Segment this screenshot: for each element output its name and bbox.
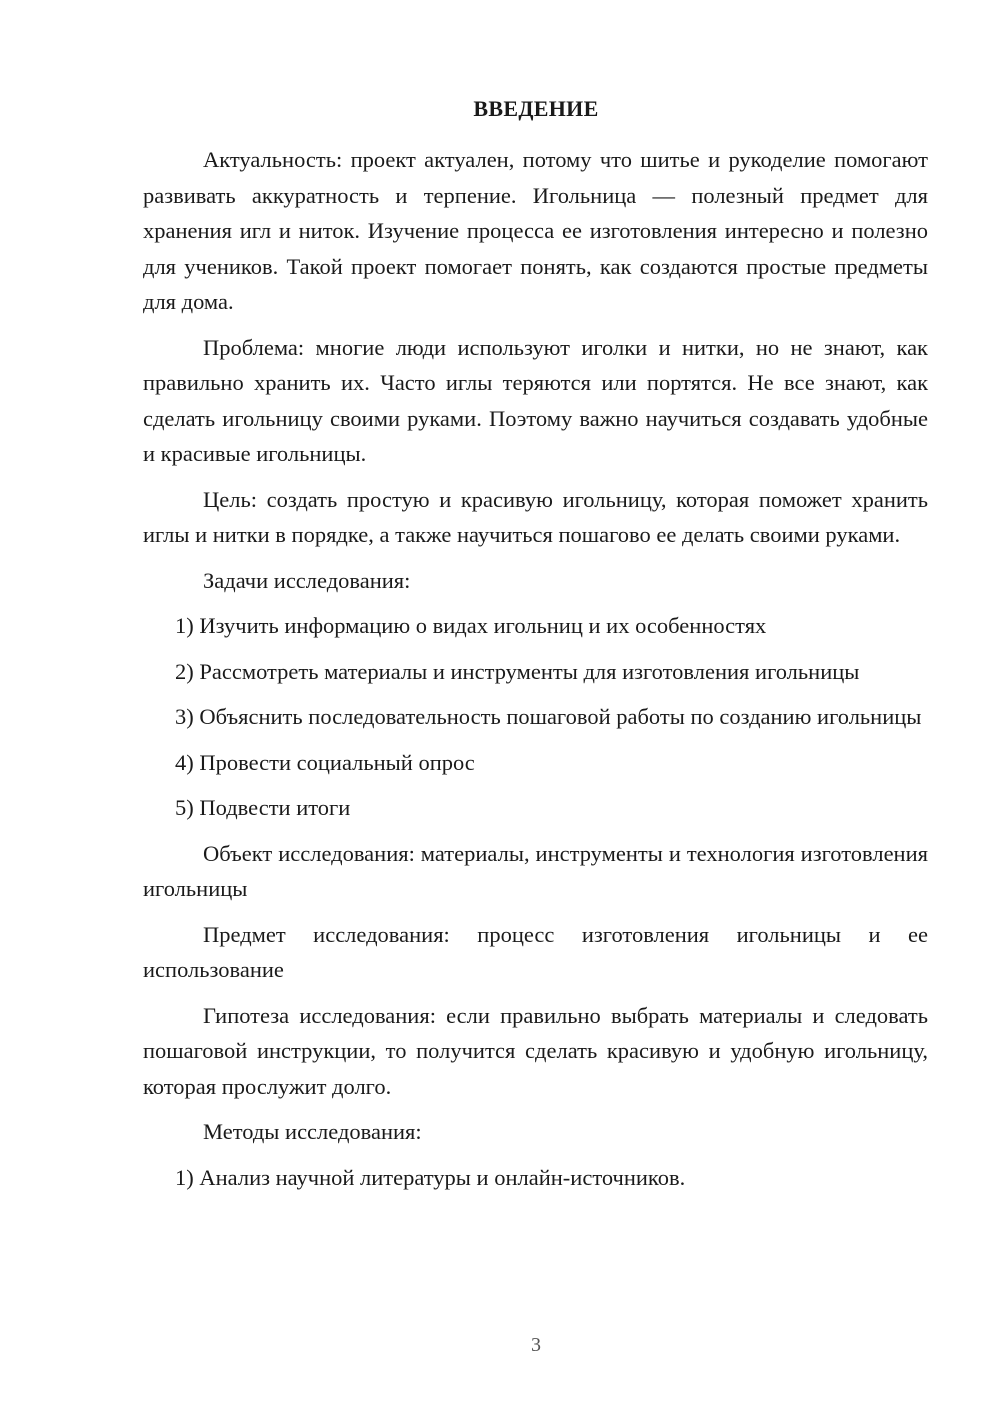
task-item: 2) Рассмотреть материалы и инструменты для изготовления игольницы — [175, 658, 860, 684]
paragraph-subject: Предмет исследования: процесс изготовления игольницы и ее использование — [143, 921, 928, 982]
page-number: 3 — [531, 1334, 541, 1356]
task-item: 5) Подвести итоги — [175, 795, 351, 820]
methods-heading: Методы исследования: — [203, 1119, 422, 1144]
paragraph-object: Объект исследования: материалы, инструменты и технология изготовления игольницы — [143, 840, 928, 901]
task-item: 1) Изучить информацию о видах игольниц и их особенностях — [175, 613, 767, 638]
task-item: 4) Провести социальный опрос — [175, 749, 475, 775]
paragraph-relevance: Актуальность: проект актуален, потому что шитье и рукоделие помогают развивать аккуратность и терпение. Игольница — полезный предмет для хранения игл и ниток. Изучение процесса ее изготовления интересно и полезно для учеников. Такой проект помогает понять, как создаются простые предметы для дома. — [143, 147, 928, 314]
document-body — [143, 142, 928, 1205]
paragraph-hypothesis: Гипотеза исследования: если правильно выбрать материалы и следовать пошаговой инструкции, то получится сделать красивую и удобную игольницу, которая прослужит долго. — [143, 1002, 928, 1099]
tasks-heading: Задачи исследования: — [203, 567, 411, 593]
paragraph-problem: Проблема: многие люди используют иголки и нитки, но не знают, как правильно хранить их. Часто иглы теряются или портятся. Не все знают, как сделать игольницу своими руками. Поэтому важно научиться создавать удобные и красивые игольницы. — [143, 334, 928, 466]
task-item: 3) Объяснить последовательность пошаговой работы по созданию игольницы — [175, 704, 922, 729]
method-item: 1) Анализ научной литературы и онлайн-источников. — [175, 1164, 686, 1190]
section-heading: ВВЕДЕНИЕ — [473, 96, 599, 121]
paragraph-goal: Цель: создать простую и красивую игольницу, которая поможет хранить иглы и нитки в порядке, а также научиться пошагово ее делать своими руками. — [143, 486, 928, 547]
